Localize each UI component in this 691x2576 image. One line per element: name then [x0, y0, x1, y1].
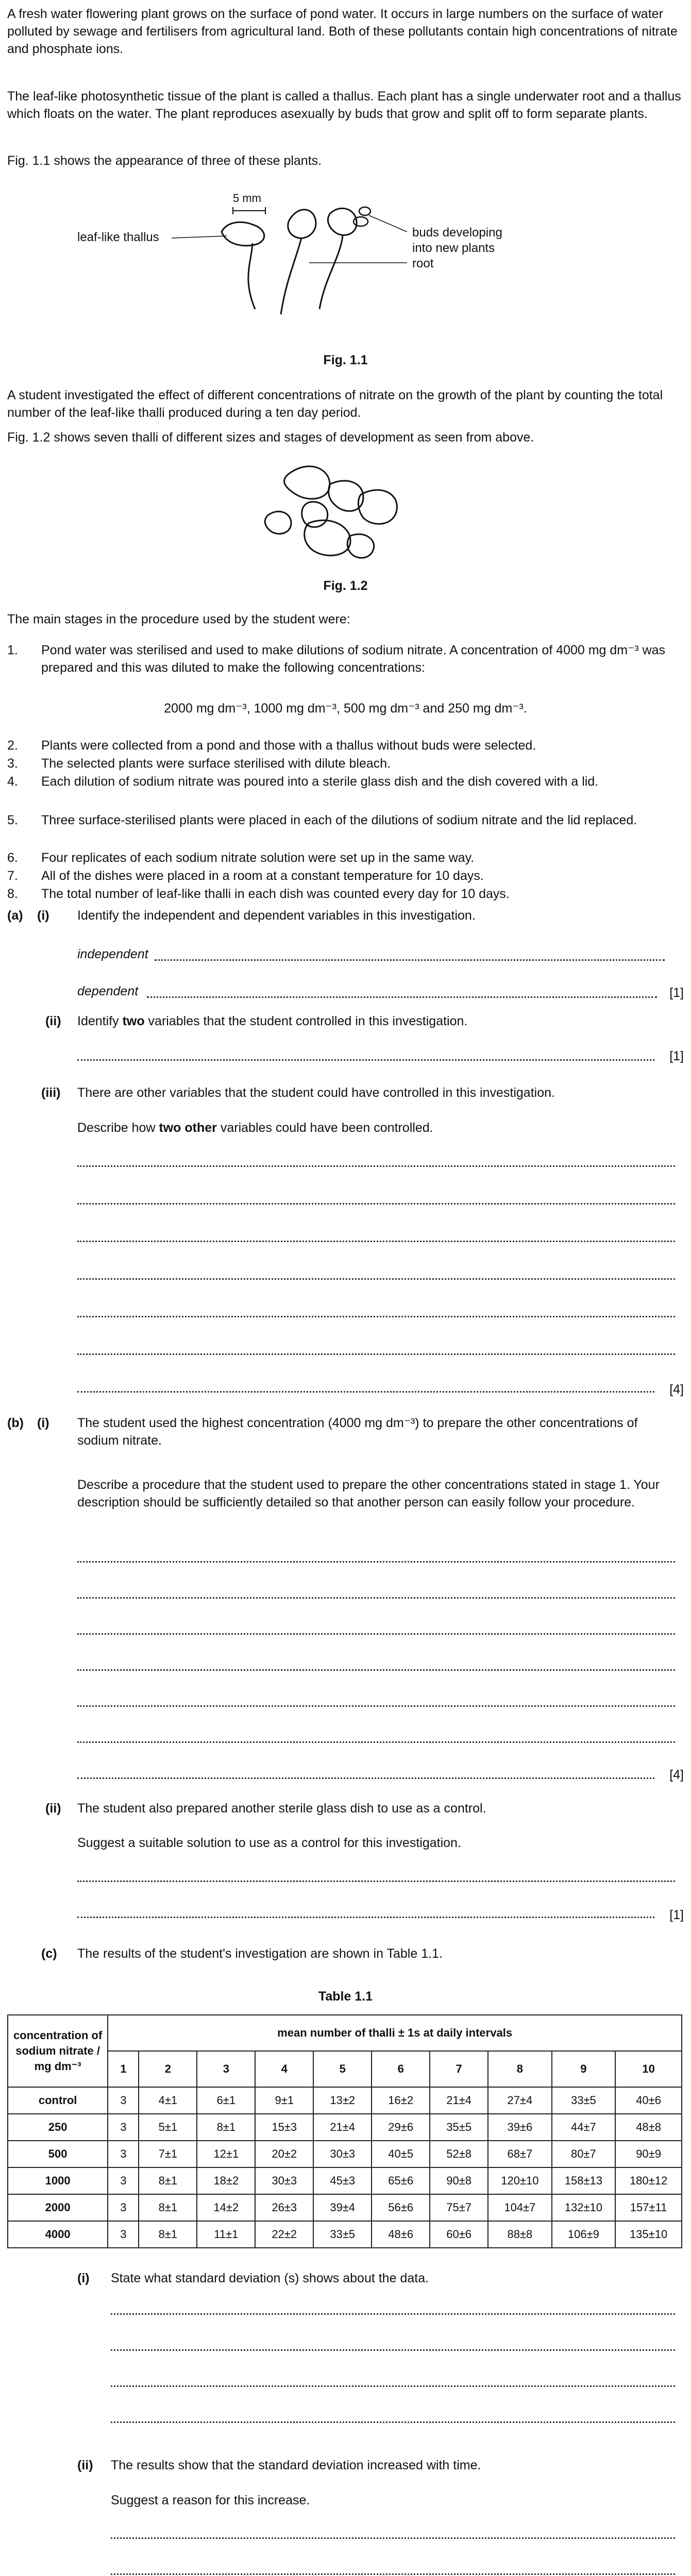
table-row	[8, 2221, 682, 2248]
question-c-ii-label: (ii)	[77, 2458, 93, 2472]
root-label: root	[412, 257, 434, 270]
table-cell: 60±6	[430, 2221, 488, 2248]
stage-4-number: 4.	[7, 774, 18, 789]
table-cell: 48±8	[615, 2114, 682, 2141]
question-b-i-label: (i)	[37, 1416, 49, 1430]
stage-4-text: Each dilution of sodium nitrate was poured into a sterile glass dish and the dish covered with a lid.	[41, 774, 599, 789]
question-b-ii-text-2: Suggest a suitable solution to use as a control for this investigation.	[77, 1836, 461, 1850]
intro-paragraph-2: The leaf-like photosynthetic tissue of the plant is called a thallus. Each plant has a single underwater root and a thallus which floats on the water. The plant reproduces asexually by buds that grow and split off to form separate plants.	[7, 89, 681, 121]
table-cell: 29±6	[372, 2114, 430, 2141]
table-cell: 65±6	[372, 2167, 430, 2194]
mark-b-ii: [1]	[669, 1908, 684, 1922]
question-a-ii-text	[77, 1012, 467, 1030]
a-iii-text-pre: Describe how	[77, 1121, 159, 1135]
table-row	[8, 2194, 682, 2221]
question-c-label: (c)	[41, 1946, 57, 1961]
a-iii-answer-line-3[interactable]	[77, 1241, 675, 1242]
table-cell: 35±5	[430, 2114, 488, 2141]
question-a-iii-label: (iii)	[41, 1086, 61, 1100]
table-header-day: 9	[552, 2051, 616, 2087]
stage-5-text: Three surface-sterilised plants were placed in each of the dilutions of sodium nitrate and the lid replaced.	[41, 813, 637, 827]
a-iii-text-bold: two other	[159, 1121, 217, 1135]
table-cell: 39±6	[488, 2114, 552, 2141]
table-cell: 13±2	[313, 2087, 372, 2114]
b-i-answer-line-5[interactable]	[77, 1705, 675, 1707]
stage-8-text: The total number of leaf-like thalli in each dish was counted every day for 10 days.	[41, 887, 510, 901]
table-cell: 27±4	[488, 2087, 552, 2114]
table-cell: 7±1	[139, 2141, 197, 2167]
table-cell: 30±3	[255, 2167, 313, 2194]
c-i-answer-line-2[interactable]	[111, 2349, 675, 2351]
table-cell: 3	[108, 2221, 139, 2248]
question-a-ii-label: (ii)	[45, 1014, 61, 1028]
question-c-i-label: (i)	[77, 2271, 90, 2285]
table-cell: 48±6	[372, 2221, 430, 2248]
question-c-text: The results of the student's investigation are shown in Table 1.1.	[77, 1946, 443, 1961]
b-i-answer-line-4[interactable]	[77, 1669, 675, 1671]
row-concentration: 250	[8, 2114, 108, 2141]
table-header-day: 4	[255, 2051, 313, 2087]
table-cell: 15±3	[255, 2114, 313, 2141]
table-cell: 16±2	[372, 2087, 430, 2114]
scale-label: 5 mm	[233, 192, 261, 205]
stage-6-text: Four replicates of each sodium nitrate solution were set up in the same way.	[41, 851, 475, 865]
figure-1-2	[0, 453, 691, 572]
table-row	[8, 2141, 682, 2167]
stage-1-text: Pond water was sterilised and used to make dilutions of sodium nitrate. A concentration of 4000 mg dm⁻³ was prepared and this was diluted to make the following concentrations:	[41, 643, 666, 675]
table-cell: 88±8	[488, 2221, 552, 2248]
row-concentration: control	[8, 2087, 108, 2114]
table-header-day: 5	[313, 2051, 372, 2087]
table-row	[8, 2087, 682, 2114]
stage-8	[7, 885, 682, 903]
figure-1-1	[0, 191, 691, 345]
table-cell: 90±8	[430, 2167, 488, 2194]
mark-a-i: [1]	[669, 986, 684, 1000]
table-cell: 3	[108, 2141, 139, 2167]
table-header-day: 8	[488, 2051, 552, 2087]
table-header-day: 2	[139, 2051, 197, 2087]
table-cell: 9±1	[255, 2087, 313, 2114]
stage-3-text: The selected plants were surface sterilised with dilute bleach.	[41, 756, 391, 771]
intro-paragraph-1: A fresh water flowering plant grows on the surface of pond water. It occurs in large numbers on the surface of water polluted by sewage and fertilisers from agricultural land. Both of these pollutants contain high concentrations of nitrate and phosphate ions.	[7, 7, 678, 56]
intro-paragraph-3: Fig. 1.1 shows the appearance of three of these plants.	[7, 154, 322, 168]
stage-7-number: 7.	[7, 869, 18, 883]
fig-1-1-caption: Fig. 1.1	[323, 353, 368, 367]
a-iii-answer-line-2[interactable]	[77, 1203, 675, 1205]
c-i-answer-line-1[interactable]	[111, 2313, 675, 2315]
table-cell: 40±6	[615, 2087, 682, 2114]
question-a-i-label: (i)	[37, 908, 49, 923]
table-header-day: 1	[108, 2051, 139, 2087]
table-header-day: 6	[372, 2051, 430, 2087]
table-cell: 8±1	[139, 2194, 197, 2221]
table-cell: 106±9	[552, 2221, 616, 2248]
a-iii-answer-line-5[interactable]	[77, 1316, 675, 1317]
stage-7	[7, 867, 682, 885]
table-cell: 4±1	[139, 2087, 197, 2114]
a-iii-answer-line-1[interactable]	[77, 1165, 675, 1167]
c-ii-answer-line-2[interactable]	[111, 2573, 675, 2575]
b-i-answer-line-2[interactable]	[77, 1597, 675, 1599]
table-cell: 132±10	[552, 2194, 616, 2221]
question-b-i-text-2: Describe a procedure that the student used to prepare the other concentrations stated in stage 1. Your description should be sufficiently detailed so that another person can easily follow your procedure.	[77, 1478, 660, 1510]
stage-2-number: 2.	[7, 738, 18, 753]
table-cell: 158±13	[552, 2167, 616, 2194]
stage-4	[7, 773, 682, 790]
table-cell: 20±2	[255, 2141, 313, 2167]
stage-3	[7, 755, 682, 772]
independent-label: independent	[77, 947, 148, 961]
table-cell: 3	[108, 2114, 139, 2141]
a-ii-text-bold: two	[122, 1014, 145, 1028]
stage-6-number: 6.	[7, 851, 18, 865]
table-cell: 45±3	[313, 2167, 372, 2194]
question-a-iii-text-2	[77, 1119, 433, 1137]
table-cell: 8±1	[139, 2221, 197, 2248]
a-iii-answer-line-6[interactable]	[77, 1353, 675, 1355]
buds-label-line-2: into new plants	[412, 241, 495, 255]
stage-1-number: 1.	[7, 643, 18, 657]
table-cell: 104±7	[488, 2194, 552, 2221]
table-1-1-caption: Table 1.1	[318, 1989, 373, 2004]
b-ii-answer-line-1[interactable]	[77, 1880, 675, 1882]
table-cell: 39±4	[313, 2194, 372, 2221]
row-concentration: 4000	[8, 2221, 108, 2248]
a-ii-answer-line[interactable]	[77, 1059, 654, 1061]
question-b-label: (b)	[7, 1416, 24, 1430]
thallus-label: leaf-like thallus	[77, 230, 159, 244]
stage-1	[7, 641, 682, 676]
paragraph-fig12: Fig. 1.2 shows seven thalli of different sizes and stages of development as seen from above.	[7, 430, 534, 445]
row-concentration: 2000	[8, 2194, 108, 2221]
table-header-day: 7	[430, 2051, 488, 2087]
b-i-answer-line-7[interactable]	[77, 1777, 654, 1779]
a-ii-text-pre: Identify	[77, 1014, 123, 1028]
b-ii-answer-line-2[interactable]	[77, 1917, 654, 1918]
stage-5	[7, 811, 682, 829]
a-iii-text-post: variables could have been controlled.	[216, 1121, 433, 1135]
table-header-days-row	[8, 2051, 682, 2087]
table-cell: 44±7	[552, 2114, 616, 2141]
row-concentration: 500	[8, 2141, 108, 2167]
table-cell: 157±11	[615, 2194, 682, 2221]
table-header-day: 10	[615, 2051, 682, 2087]
table-cell: 30±3	[313, 2141, 372, 2167]
table-cell: 12±1	[197, 2141, 255, 2167]
table-cell: 22±2	[255, 2221, 313, 2248]
table-cell: 3	[108, 2194, 139, 2221]
question-c-ii-text-2: Suggest a reason for this increase.	[111, 2493, 310, 2507]
question-a-label: (a)	[7, 908, 23, 923]
question-b-ii-label: (ii)	[45, 1801, 61, 1816]
independent-answer-line[interactable]	[155, 959, 665, 961]
a-ii-text-post: variables that the student controlled in this investigation.	[144, 1014, 468, 1028]
b-i-answer-line-6[interactable]	[77, 1741, 675, 1743]
question-b-i-text: The student used the highest concentration (4000 mg dm⁻³) to prepare the other concentrations of sodium nitrate.	[77, 1416, 638, 1448]
stage-3-number: 3.	[7, 756, 18, 771]
table-row	[8, 2114, 682, 2141]
table-cell: 80±7	[552, 2141, 616, 2167]
stage-6	[7, 849, 682, 867]
a-iii-answer-line-4[interactable]	[77, 1278, 675, 1280]
table-cell: 56±6	[372, 2194, 430, 2221]
b-i-answer-line-3[interactable]	[77, 1633, 675, 1635]
table-cell: 90±9	[615, 2141, 682, 2167]
stage-5-number: 5.	[7, 813, 18, 827]
question-b-ii-text: The student also prepared another sterile glass dish to use as a control.	[77, 1801, 486, 1816]
table-header-concentration: concentration of sodium nitrate / mg dm⁻³	[8, 2015, 108, 2087]
table-cell: 33±5	[313, 2221, 372, 2248]
paragraph-investigation: A student investigated the effect of different concentrations of nitrate on the growth of the plant by counting the total number of the leaf-like thalli produced during a ten day period.	[7, 388, 663, 420]
table-cell: 33±5	[552, 2087, 616, 2114]
mark-b-i: [4]	[669, 1768, 684, 1782]
question-c-i-text: State what standard deviation (s) shows about the data.	[111, 2271, 429, 2285]
buds-label-line-1: buds developing	[412, 226, 502, 240]
concentrations-line: 2000 mg dm⁻³, 1000 mg dm⁻³, 500 mg dm⁻³ and 250 mg dm⁻³.	[164, 701, 527, 716]
c-i-answer-line-3[interactable]	[111, 2385, 675, 2387]
b-i-answer-line-1[interactable]	[77, 1561, 675, 1563]
c-ii-answer-line-1[interactable]	[111, 2537, 675, 2539]
fig-1-2-caption: Fig. 1.2	[323, 579, 368, 593]
table-cell: 68±7	[488, 2141, 552, 2167]
dependent-label: dependent	[77, 984, 139, 998]
table-cell: 40±5	[372, 2141, 430, 2167]
table-cell: 5±1	[139, 2114, 197, 2141]
stages-intro: The main stages in the procedure used by the student were:	[7, 612, 350, 626]
stage-2-text: Plants were collected from a pond and those with a thallus without buds were selected.	[41, 738, 536, 753]
table-cell: 8±1	[197, 2114, 255, 2141]
results-table	[7, 2014, 682, 2248]
question-a-i-text: Identify the independent and dependent variables in this investigation.	[77, 908, 476, 923]
question-a-iii-text: There are other variables that the student could have controlled in this investigation.	[77, 1086, 555, 1100]
table-cell: 135±10	[615, 2221, 682, 2248]
table-cell: 21±4	[430, 2087, 488, 2114]
table-header-group: mean number of thalli ± 1s at daily intervals	[108, 2015, 682, 2051]
table-cell: 14±2	[197, 2194, 255, 2221]
table-row	[8, 2167, 682, 2194]
table-cell: 3	[108, 2167, 139, 2194]
mark-a-iii: [4]	[669, 1382, 684, 1397]
table-header-day: 3	[197, 2051, 255, 2087]
table-cell: 120±10	[488, 2167, 552, 2194]
table-cell: 180±12	[615, 2167, 682, 2194]
c-i-answer-line-4[interactable]	[111, 2421, 675, 2423]
a-iii-answer-line-7[interactable]	[77, 1391, 654, 1393]
thalli-diagram	[0, 453, 691, 572]
table-cell: 3	[108, 2087, 139, 2114]
table-cell: 6±1	[197, 2087, 255, 2114]
row-concentration: 1000	[8, 2167, 108, 2194]
table-cell: 8±1	[139, 2167, 197, 2194]
plant-diagram	[0, 191, 691, 345]
table-cell: 26±3	[255, 2194, 313, 2221]
table-cell: 18±2	[197, 2167, 255, 2194]
stage-8-number: 8.	[7, 887, 18, 901]
mark-a-ii: [1]	[669, 1049, 684, 1063]
table-cell: 21±4	[313, 2114, 372, 2141]
table-cell: 75±7	[430, 2194, 488, 2221]
stage-7-text: All of the dishes were placed in a room at a constant temperature for 10 days.	[41, 869, 484, 883]
stage-2	[7, 737, 682, 754]
dependent-answer-line[interactable]	[147, 996, 657, 998]
question-c-ii-text: The results show that the standard deviation increased with time.	[111, 2458, 481, 2472]
table-cell: 52±8	[430, 2141, 488, 2167]
table-cell: 11±1	[197, 2221, 255, 2248]
